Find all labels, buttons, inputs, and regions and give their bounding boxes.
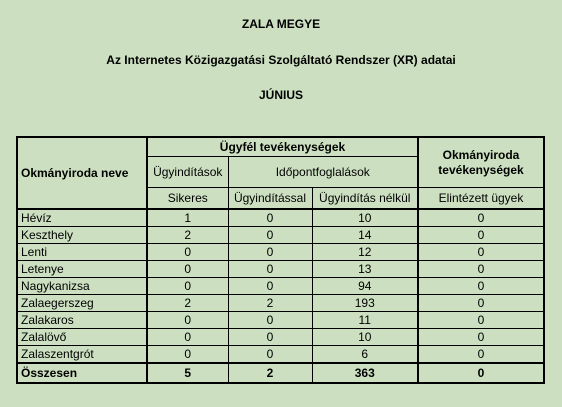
completed-cell: 0 [418,295,544,312]
successful-cell: 0 [147,312,228,329]
successful-cell: 0 [147,278,228,295]
completed-cell: 0 [418,227,544,244]
report-subtitle: Az Internetes Közigazgatási Szolgáltató Rendszer (XR) adatai [106,53,456,67]
successful-cell: 2 [147,227,228,244]
successful-cell: 0 [147,329,228,346]
without-init-cell: 193 [312,295,418,312]
without-init-cell: 14 [312,227,418,244]
without-init-cell: 10 [312,209,418,227]
col-without-init-header: Ügyindítás nélkül [312,188,418,210]
with-init-cell: 0 [228,329,312,346]
table-row [17,295,544,312]
completed-cell: 0 [418,278,544,295]
office-name-cell: Összesen [17,363,147,383]
office-name-cell: Zalakaros [17,312,147,329]
completed-cell: 0 [418,209,544,227]
office-name-cell: Zalalövő [17,329,147,346]
successful-cell: 5 [147,363,228,383]
successful-cell: 2 [147,295,228,312]
total-row [17,363,544,383]
col-successful-header: Sikeres [147,188,228,210]
without-init-cell: 6 [312,346,418,364]
without-init-cell: 13 [312,261,418,278]
office-name-cell: Zalaszentgrót [17,346,147,364]
table-row [17,278,544,295]
table-row [17,227,544,244]
successful-cell: 0 [147,261,228,278]
successful-cell: 1 [147,209,228,227]
table-row [17,244,544,261]
office-name-cell: Lenti [17,244,147,261]
office-name-cell: Nagykanizsa [17,278,147,295]
with-init-cell: 0 [228,261,312,278]
with-init-cell: 0 [228,227,312,244]
table-row [17,312,544,329]
col-completed-header: Elintézett ügyek [418,188,544,210]
completed-cell: 0 [418,312,544,329]
county-title: ZALA MEGYE [241,17,321,31]
without-init-cell: 10 [312,329,418,346]
table-row [17,329,544,346]
office-name-cell: Keszthely [17,227,147,244]
completed-cell: 0 [418,261,544,278]
with-init-cell: 0 [228,312,312,329]
with-init-cell: 0 [228,346,312,364]
completed-cell: 0 [418,329,544,346]
office-name-cell: Zalaegerszeg [17,295,147,312]
without-init-cell: 12 [312,244,418,261]
group-client-header: Ügyfél tevékenységek [147,137,418,157]
completed-cell: 0 [418,346,544,364]
with-init-cell: 2 [228,363,312,383]
without-init-cell: 363 [312,363,418,383]
office-name-cell: Hévíz [17,209,147,227]
table-row [17,346,544,364]
successful-cell: 0 [147,244,228,261]
with-init-cell: 0 [228,278,312,295]
with-init-cell: 0 [228,209,312,227]
sub-initiations-header: Ügyindítások [147,157,228,188]
group-office-header: Okmányiroda tevékenységek [418,137,544,188]
completed-cell: 0 [418,363,544,383]
successful-cell: 0 [147,346,228,364]
col-with-init-header: Ügyindítással [228,188,312,210]
sub-appointments-header: Időpontfoglalások [228,157,418,188]
table-row [17,209,544,227]
month-title: JÚNIUS [258,88,303,102]
without-init-cell: 11 [312,312,418,329]
statistics-table [16,136,545,384]
without-init-cell: 94 [312,278,418,295]
with-init-cell: 0 [228,244,312,261]
with-init-cell: 2 [228,295,312,312]
table-row [17,261,544,278]
col-office-header: Okmányiroda neve [17,137,147,209]
office-name-cell: Letenye [17,261,147,278]
completed-cell: 0 [418,244,544,261]
